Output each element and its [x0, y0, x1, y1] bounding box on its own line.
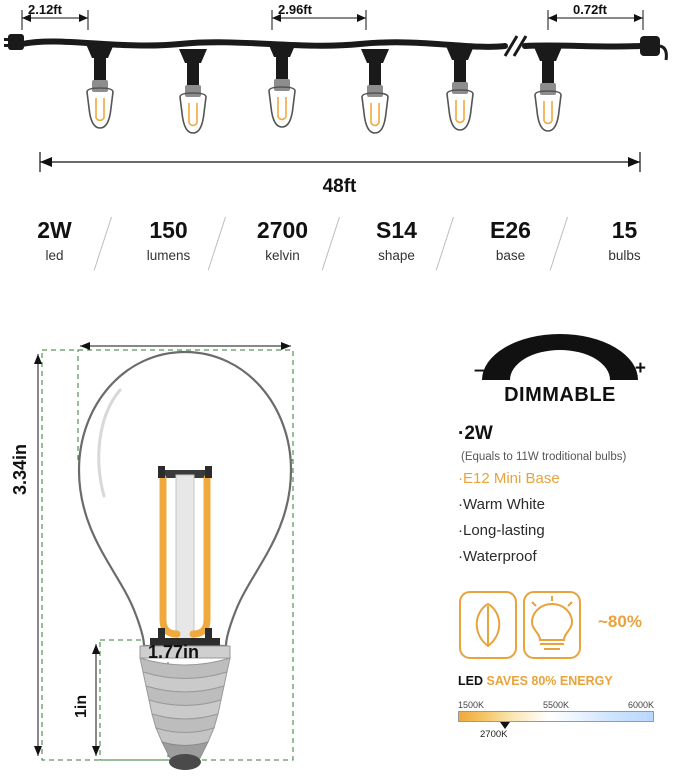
spec-unit: base — [495, 248, 526, 263]
bulb-spacing-label: 2.96ft — [278, 2, 312, 17]
kelvin-marker-label: 2700K — [480, 729, 508, 740]
spec-divider — [327, 215, 353, 277]
spec-unit: bulbs — [608, 248, 641, 263]
kelvin-max-label: 6000K — [627, 700, 654, 710]
energy-saving-block — [458, 586, 668, 696]
leaf-and-bulb-icon — [458, 586, 598, 670]
spec-value: 15 — [611, 217, 638, 243]
spec-unit: kelvin — [265, 248, 300, 263]
feature-color: ·Warm White — [458, 496, 545, 513]
dimmable-indicator — [460, 330, 660, 408]
spec-value: 150 — [149, 217, 188, 243]
kelvin-arrow-icon — [500, 722, 510, 729]
spec-item-shape — [353, 215, 441, 267]
energy-percent-label: ~80% — [598, 612, 642, 631]
spec-value: S14 — [376, 217, 417, 243]
kelvin-pointer — [458, 722, 654, 740]
bulb-height-label: 3.34in — [10, 443, 30, 495]
spec-unit: shape — [378, 248, 415, 263]
tail-length-label: 0.72ft — [573, 2, 607, 17]
kelvin-scale — [458, 700, 654, 740]
spec-divider — [441, 215, 467, 277]
kelvin-min-label: 1500K — [458, 700, 485, 710]
spec-row — [0, 215, 679, 285]
info-panel — [440, 330, 679, 783]
feature-base: ·E12 Mini Base — [458, 470, 560, 487]
end-connector-icon — [640, 36, 666, 60]
spec-item-base — [467, 215, 555, 267]
energy-caption — [458, 674, 613, 688]
feature-lifespan: ·Long-lasting — [458, 522, 545, 539]
spec-item-bulbs — [581, 215, 669, 267]
spec-divider — [99, 215, 125, 277]
spec-value: 2W — [37, 217, 72, 243]
kelvin-tick-labels — [458, 700, 654, 710]
spec-value: E26 — [490, 217, 531, 243]
spec-unit: lumens — [146, 248, 191, 263]
spec-value: 2700 — [256, 217, 309, 243]
spec-item-kelvin — [239, 215, 327, 267]
string-light-illustration — [0, 0, 679, 200]
spec-divider — [213, 215, 239, 277]
dimmer-plus-label: + — [634, 358, 646, 379]
feature-wattage: ·2W — [458, 423, 493, 444]
spec-item-led — [11, 215, 99, 267]
feature-waterproof: ·Waterproof — [458, 548, 537, 565]
string-light-diagram — [0, 0, 679, 200]
total-length-label: 48ft — [322, 176, 357, 197]
dimmer-minus-label: – — [474, 360, 485, 381]
feature-equivalence: (Equals to 11W troditional bulbs) — [461, 451, 627, 463]
feature-list — [458, 420, 679, 570]
kelvin-mid-label: 5500K — [542, 700, 570, 710]
spec-unit: led — [45, 248, 64, 263]
energy-caption-lead: LED — [458, 674, 487, 688]
dimmable-label: DIMMABLE — [504, 384, 616, 406]
bulb-width-label: 1.77in — [148, 642, 200, 662]
kelvin-gradient-bar — [458, 711, 654, 722]
spec-item-lumens — [125, 215, 213, 267]
lead-length-label: 2.12ft — [28, 2, 62, 17]
bulb-dimension-diagram — [0, 320, 440, 783]
bulb-illustration — [0, 320, 440, 783]
dimmer-dial-icon — [460, 330, 660, 386]
bulb-base-label: 1in — [73, 694, 90, 718]
spec-divider — [555, 215, 581, 277]
energy-caption-highlight: SAVES 80% ENERGY — [486, 674, 613, 688]
